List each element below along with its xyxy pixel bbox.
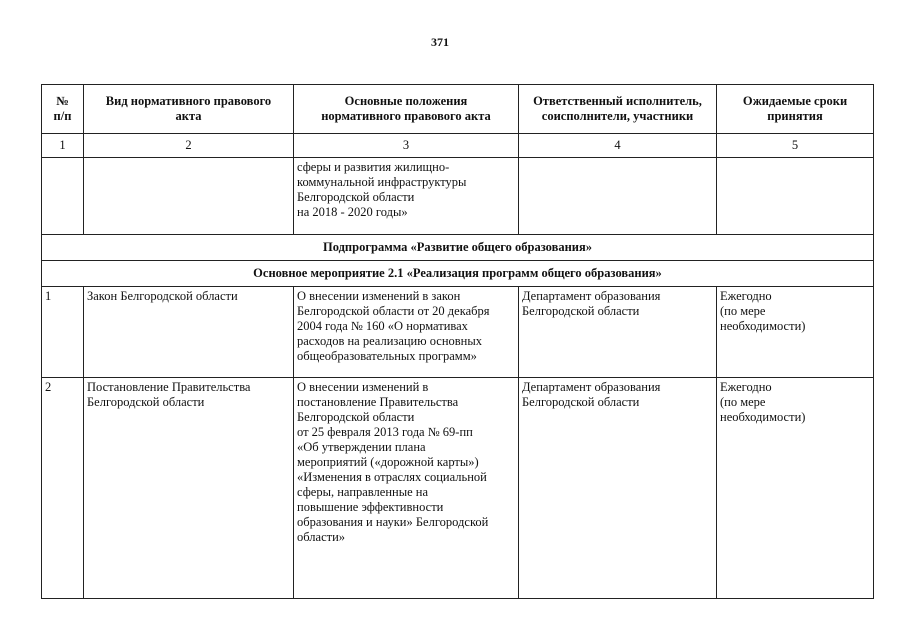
- row-act-type: Закон Белгородской области: [84, 287, 294, 378]
- table-cell: [84, 158, 294, 235]
- column-number: 5: [717, 134, 874, 158]
- header-number: № п/п: [42, 85, 84, 134]
- table-row: [42, 287, 874, 378]
- row-number: 1: [42, 287, 84, 378]
- table-header-row: [42, 85, 874, 134]
- legal-acts-table: [41, 84, 874, 599]
- column-number: 2: [84, 134, 294, 158]
- table-cell: [519, 158, 717, 235]
- subprogram-row: [42, 235, 874, 261]
- row-deadline: Ежегодно (по мере необходимости): [717, 378, 874, 599]
- measure-row: [42, 261, 874, 287]
- row-responsible: Департамент образования Белгородской области: [519, 378, 717, 599]
- table-cell: [42, 158, 84, 235]
- continuation-provisions: сферы и развития жилищно- коммунальной инфраструктуры Белгородской области на 2018 - 2020 годы»: [294, 158, 519, 235]
- row-number: 2: [42, 378, 84, 599]
- page-number: 371: [431, 35, 449, 49]
- header-act-type: Вид нормативного правового акта: [84, 85, 294, 134]
- row-provisions: О внесении изменений в закон Белгородской области от 20 декабря 2004 года № 160 «О нормативах расходов на реализацию основных общеобразовательных программ»: [294, 287, 519, 378]
- column-number-row: [42, 134, 874, 158]
- row-provisions: О внесении изменений в постановление Правительства Белгородской области от 25 февраля 2013 года № 69-пп «Об утверждении плана мероприятий («дорожной карты») «Изменения в отраслях социальной сферы, направленные на повышение эффективности образования и науки» Белгородской области»: [294, 378, 519, 599]
- subprogram-title: Подпрограмма «Развитие общего образования»: [42, 235, 874, 261]
- header-responsible: Ответственный исполнитель, соисполнители, участники: [519, 85, 717, 134]
- table-cell: [717, 158, 874, 235]
- header-provisions: Основные положения нормативного правового акта: [294, 85, 519, 134]
- continuation-row: [42, 158, 874, 235]
- row-deadline: Ежегодно (по мере необходимости): [717, 287, 874, 378]
- measure-title: Основное мероприятие 2.1 «Реализация программ общего образования»: [42, 261, 874, 287]
- row-responsible: Департамент образования Белгородской области: [519, 287, 717, 378]
- column-number: 3: [294, 134, 519, 158]
- column-number: 4: [519, 134, 717, 158]
- table-row: [42, 378, 874, 599]
- header-deadline: Ожидаемые сроки принятия: [717, 85, 874, 134]
- column-number: 1: [42, 134, 84, 158]
- row-act-type: Постановление Правительства Белгородской области: [84, 378, 294, 599]
